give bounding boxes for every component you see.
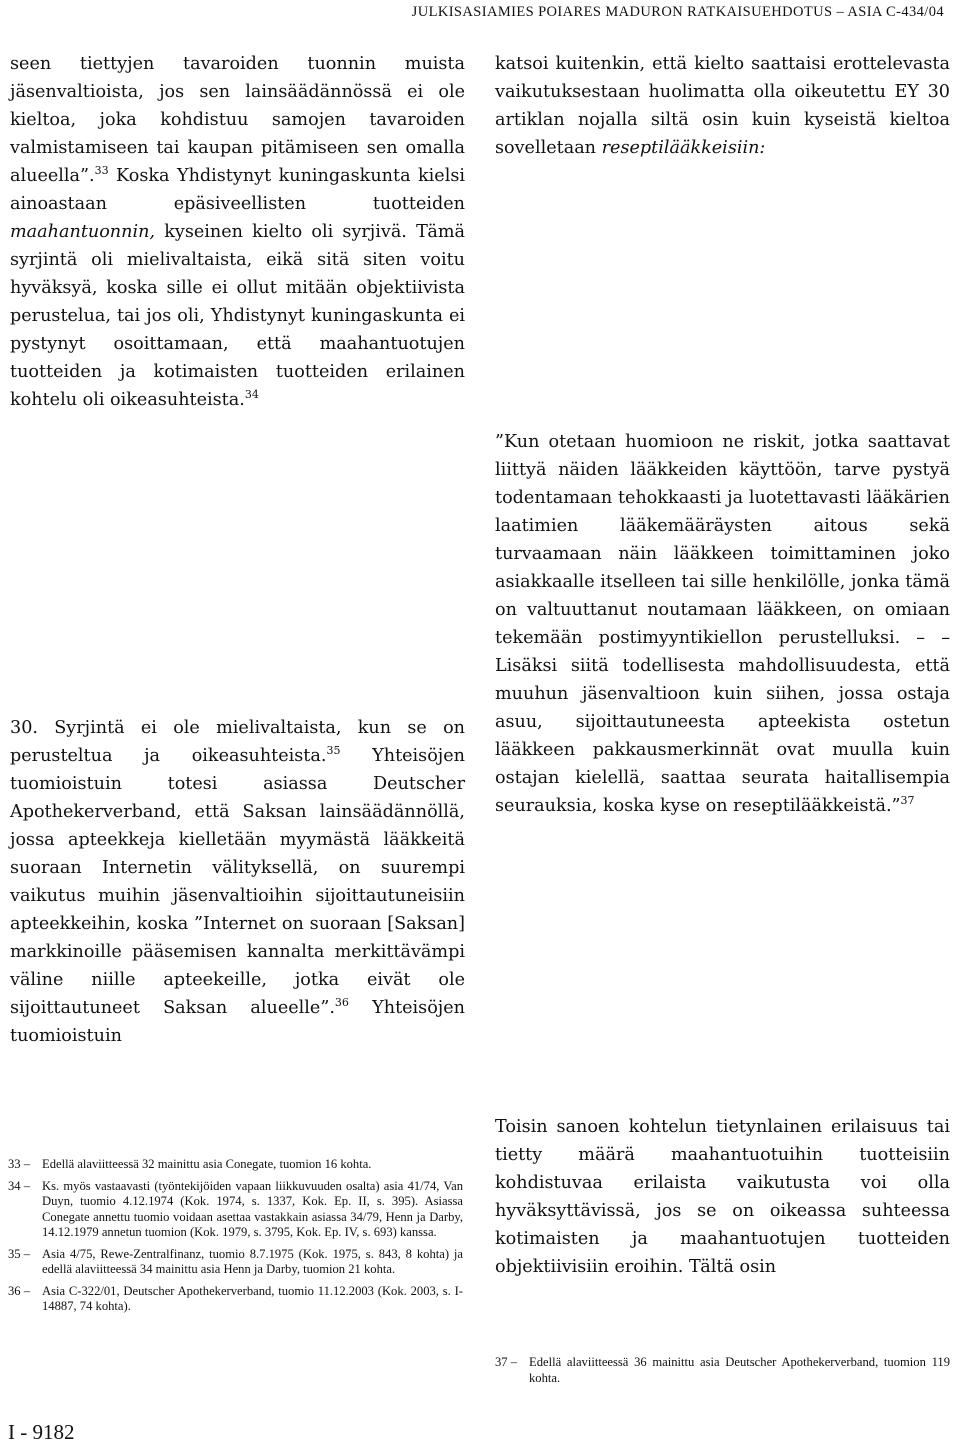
text-run: 30. Syrjintä ei ole mielivaltaista, kun se on perusteltua ja oikeasuhteista.	[10, 718, 465, 766]
footnote-text: Edellä alaviitteessä 36 mainittu asia Deutscher Apothekerverband, tuomion 119 kohta.	[529, 1355, 950, 1385]
quotation-paragraph	[495, 428, 950, 820]
right-column-bottom-paragraph	[495, 1113, 950, 1281]
right-column-top-paragraph	[495, 50, 950, 162]
text-run: seen tiettyjen tavaroiden tuonnin muista jäsenvaltioista, jos sen lainsäädännössä ei ole kieltoa, joka kohdistuu samojen tavaroiden valmistamiseen tai kaupan pitämiseen sen omalla alueella”.	[10, 54, 465, 186]
right-column-quotation	[495, 428, 950, 820]
footnotes-right	[495, 1355, 950, 1392]
text-run: Yhteisöjen tuomioistuin	[10, 998, 466, 1046]
footnote-ref[interactable]: 34	[244, 388, 259, 401]
text-run: Yhteisöjen tuomioistuin totesi asiassa Deutscher Apothekerverband, että Saksan lainsäädännöllä, jossa apteekkeja kielletään myymästä lääkkeitä suoraan Internetin välityksellä, on suurempi vaikutus muihin jäsenvaltioihin sijoittautuneisiin apteekkeihin, koska ”Internet on suoraan [Saksan] markkinoille pääsemisen kannalta merkittävämpi väline niille apteekeille, jotka eivät ole sijoittautuneet Saksan alueelle”.	[10, 746, 465, 1018]
footnote-33	[8, 1157, 463, 1173]
footnote-text: Ks. myös vastaavasti (työntekijöiden vapaan liikkuvuuden osalta) asia 41/74, Van Duyn, tuomio 4.12.1974 (Kok. 1974, s. 1337, Kok. Ep. II, s. 395). Asiassa Conegate annettu tuomio voidaan asettaa vastakkain asiassa 34/79, Henn ja Darby, 14.12.1979 annetun tuomion (Kok. 1979, s. 3795, Kok. Ep. IV, s. 693) kanssa.	[42, 1178, 463, 1239]
footnote-text: Edellä alaviitteessä 32 mainittu asia Conegate, tuomion 16 kohta.	[42, 1157, 372, 1171]
footnote-number: 35 –	[8, 1246, 31, 1261]
paragraph-30	[10, 714, 465, 1050]
text-run: katsoi kuitenkin, että kielto saattaisi erottelevasta vaikutuksestaan huolimatta olla oikeutettu EY 30 artiklan nojalla siltä osin kuin kyseistä kieltoa sovelletaan	[495, 54, 950, 158]
footnote-36	[8, 1284, 463, 1315]
emphasis-text: reseptilääkkeisiin:	[601, 138, 766, 158]
footnote-text: Asia C-322/01, Deutscher Apothekerverband, tuomio 11.12.2003 (Kok. 2003, s. I-14887, 74 kohta).	[42, 1283, 463, 1313]
footnote-37	[495, 1355, 950, 1386]
left-column-paragraph-30	[10, 714, 465, 1050]
footnote-number: 34 –	[8, 1178, 31, 1193]
paragraph-30-continuation	[495, 50, 950, 162]
footnote-ref[interactable]: 33	[94, 164, 109, 177]
paragraph-29-continuation	[10, 50, 465, 414]
running-header: JULKISASIAMIES POIARES MADURON RATKAISUEHDOTUS – ASIA C-434/04	[411, 4, 944, 20]
footnote-number: 36 –	[8, 1283, 31, 1298]
footnote-ref[interactable]: 35	[326, 744, 341, 757]
footnote-ref[interactable]: 36	[334, 996, 349, 1009]
footnote-number: 33 –	[8, 1157, 31, 1171]
footnote-number: 37 –	[495, 1355, 518, 1369]
text-run: kyseinen kielto oli syrjivä. Tämä syrjintä oli mielivaltaista, eikä sitä siten voitu hyväksyä, koska sille ei ollut mitään objektiivista perustelua, tai jos oli, Yhdistynyt kuningaskunta ei pystynyt osoittamaan, että maahantuotujen tuotteiden ja kotimaisten tuotteiden erilainen kohtelu oli oikeasuhteista.	[10, 222, 465, 410]
footnote-ref[interactable]: 37	[900, 794, 915, 807]
footnote-34	[8, 1179, 463, 1241]
footnote-text: Asia 4/75, Rewe-Zentralfinanz, tuomio 8.7.1975 (Kok. 1975, s. 843, 8 kohta) ja edellä alaviitteessä 34 mainittu asia Henn ja Darby, tuomion 21 kohta.	[42, 1246, 463, 1276]
emphasis-text: maahantuonnin,	[10, 222, 156, 242]
footnote-35	[8, 1247, 463, 1278]
text-run: Koska Yhdistynyt kuningaskunta kielsi ainoastaan epäsiveellisten tuotteiden	[10, 166, 465, 214]
footnotes-left	[8, 1157, 463, 1321]
text-run: ”Kun otetaan huomioon ne riskit, jotka saattavat liittyä näiden lääkkeiden käyttöön, tarve pystyä todentamaan tehokkaasti ja luotettavasti lääkärien laatimien lääkemääräysten aitous sekä turvaamaan näin lääkkeen toimittaminen joko asiakkaalle itselleen tai sille henkilölle, jonka tämä on valtuuttanut noutamaan lääkkeen, on omiaan tekemään postimyyntikiellon perustelluksi. – – Lisäksi siitä todellisesta mahdollisuudesta, että muuhun jäsenvaltioon kuin siihen, jossa ostaja asuu, sijoittautuneesta apteekista ostetun lääkkeen pakkausmerkinnät ovat muulla kuin ostajan kielellä, saattaa seurata haitallisempia seurauksia, koska kyse on reseptilääkkeistä.”	[495, 432, 950, 816]
paragraph-31-start: Toisin sanoen kohtelun tietynlainen erilaisuus tai tietty määrä maahantuotuihin tuotteisiin kohdistuvaa erilaista vaikutusta voi olla hyväksyttävissä, jos se on oikeassa suhteessa kotimaisten ja maahantuotujen tuotteiden objektiivisiin eroihin. Tältä osin	[495, 1117, 950, 1277]
left-column-top-paragraph	[10, 50, 465, 414]
page-number: I - 9182	[8, 1420, 75, 1444]
